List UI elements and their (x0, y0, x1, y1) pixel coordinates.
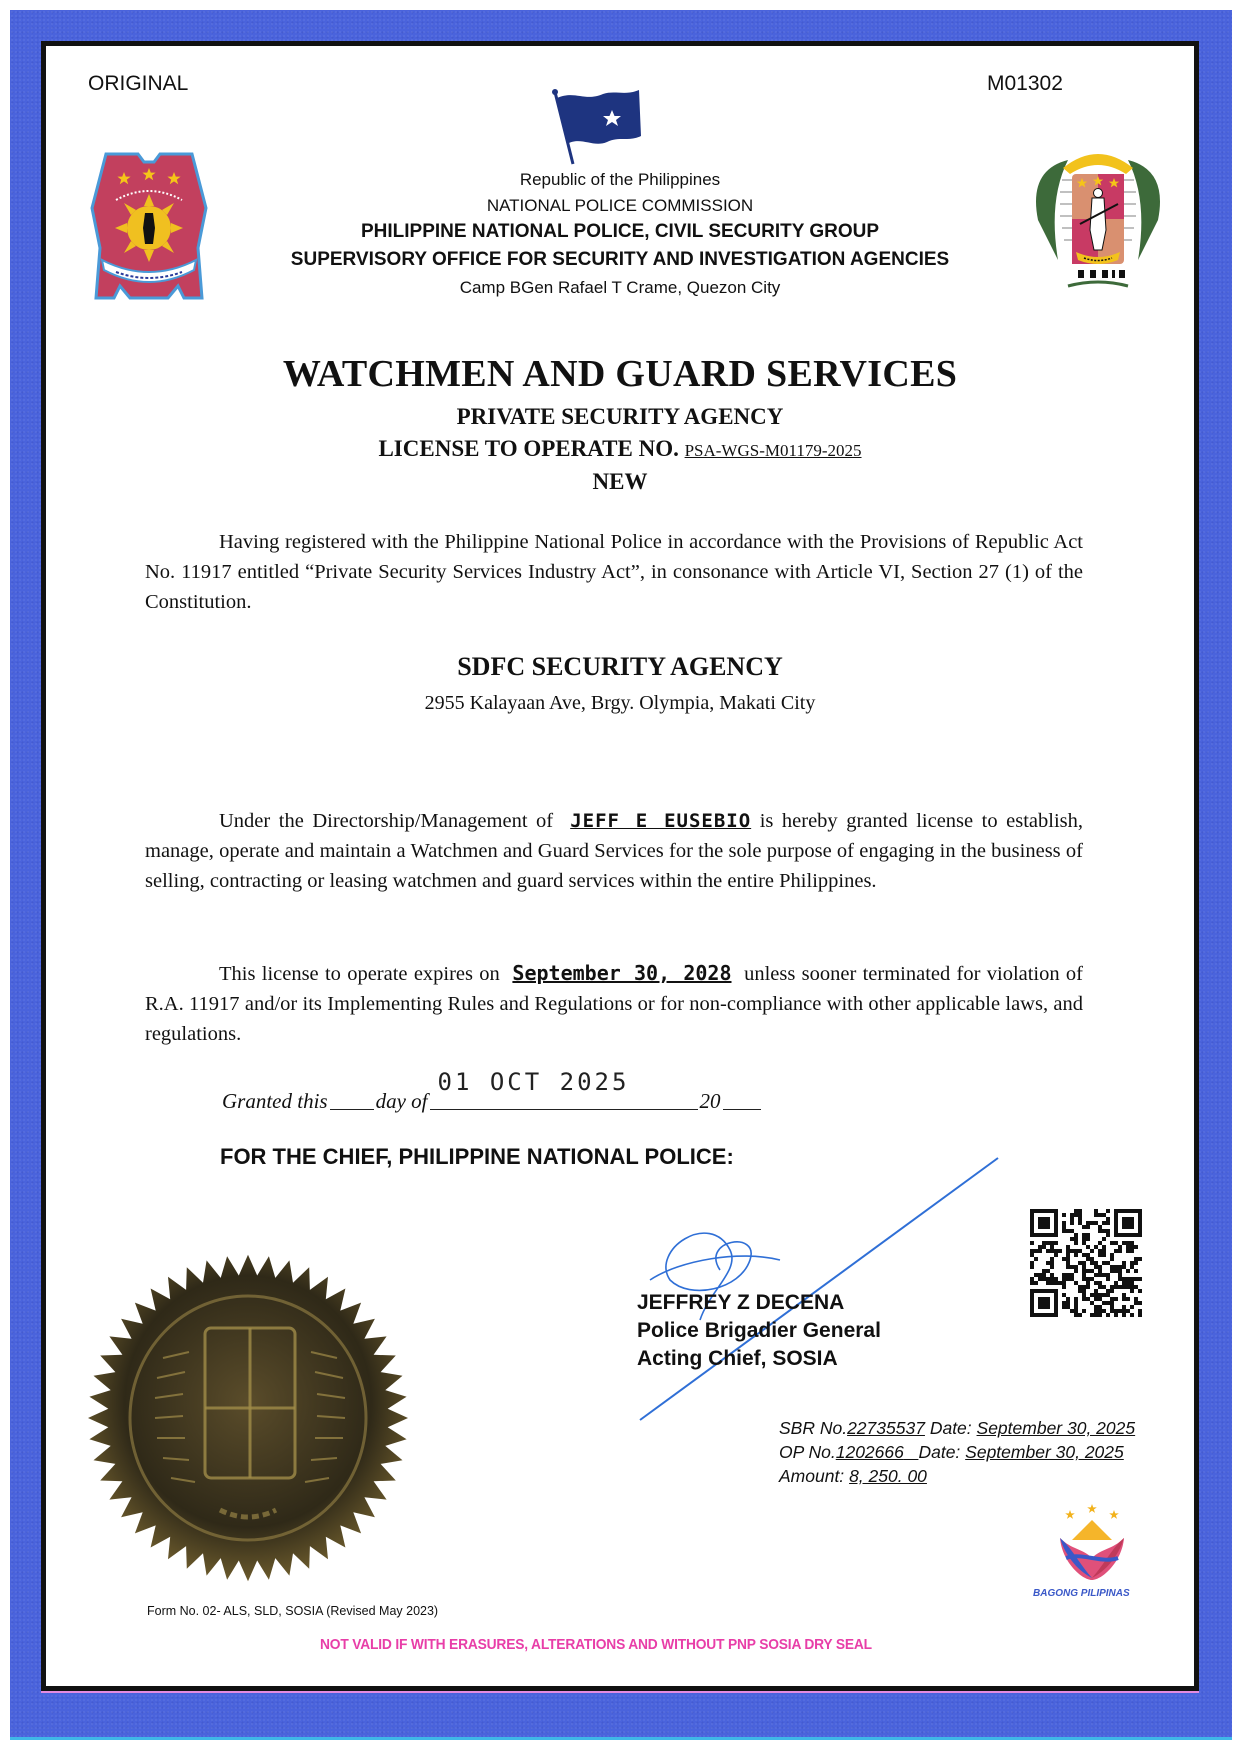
amount-line (779, 1466, 927, 1487)
expiry-suffix: unless sooner terminated for violation of R.A. 11917 and/or its Implementing Rules and Regulations or for non-compliance with other applicable laws, and regulations. (145, 963, 1083, 1045)
op-number: 1202666 (835, 1442, 904, 1462)
signature-scribble (630, 1150, 1000, 1430)
sosia-dry-seal (85, 1248, 415, 1588)
header-republic: Republic of the Philippines (519, 170, 721, 189)
header-address: Camp BGen Rafael T Crame, Quezon City (459, 278, 781, 297)
signer-rank: Police Brigadier General (637, 1319, 881, 1342)
for-chief-label: FOR THE CHIEF, PHILIPPINE NATIONAL POLICE: (220, 1144, 734, 1169)
pnp-logo (86, 148, 212, 306)
control-number: M01302 (987, 72, 1063, 95)
expiry-prefix: This license to operate expires on (219, 963, 500, 985)
sbr-date: September 30, 2025 (976, 1418, 1136, 1438)
intro-text: Having registered with the Philippine National Police in accordance with the Provisions of Republic Act No. 11917 entitled “Private Security Services Industry Act”, in consonance with Article VI, Section 27 (1) of the Constitution. (145, 531, 1083, 613)
license-number-label: LICENSE TO OPERATE NO. (378, 436, 679, 461)
signer-position: Acting Chief, SOSIA (637, 1347, 838, 1370)
sbr-label: SBR No. (779, 1418, 848, 1438)
bagong-pilipinas-logo (1052, 1502, 1132, 1582)
day-blank (330, 1089, 374, 1110)
op-date: September 30, 2025 (965, 1442, 1124, 1462)
granted-this-label: Granted this (222, 1089, 328, 1113)
day-of-label: day of (375, 1089, 428, 1113)
license-subtitle: PRIVATE SECURITY AGENCY (456, 404, 784, 429)
intro-paragraph (145, 527, 1083, 617)
year-prefix: 20 (699, 1089, 721, 1113)
validity-warning: NOT VALID IF WITH ERASURES, ALTERATIONS AND WITHOUT PNP SOSIA DRY SEAL (320, 1636, 872, 1653)
grant-prefix: Under the Directorship/Management of (219, 810, 554, 832)
expiry-paragraph (145, 958, 1083, 1049)
amount-label: Amount: (779, 1466, 845, 1486)
sbr-date-label: Date: (929, 1418, 972, 1438)
expiry-date: September 30, 2028 (512, 961, 732, 985)
bagong-pilipinas-label: BAGONG PILIPINAS (1033, 1588, 1130, 1599)
grant-paragraph (145, 806, 1083, 896)
header-napolcom: NATIONAL POLICE COMMISSION (486, 196, 754, 215)
op-label: OP No. (779, 1442, 836, 1462)
copy-label: ORIGINAL (88, 72, 189, 95)
agency-address: 2955 Kalayaan Ave, Brgy. Olympia, Makati City (424, 692, 816, 714)
director-name: JEFF E EUSEBIO (570, 810, 752, 832)
signer-name: JEFFREY Z DECENA (637, 1291, 845, 1314)
form-number: Form No. 02- ALS, SLD, SOSIA (Revised May 2023) (147, 1604, 439, 1618)
header-sosia: SUPERVISORY OFFICE FOR SECURITY AND INVESTIGATION AGENCIES (290, 249, 950, 270)
qr-code (1030, 1209, 1142, 1317)
license-title: WATCHMEN AND GUARD SERVICES (282, 353, 958, 395)
grant-suffix: is hereby granted license to establish, manage, operate and maintain a Watchmen and Guard Services for the sole purpose of engaging in the business of selling, contracting or leasing watchmen and guard services within the entire Philippines. (145, 810, 1083, 892)
header-pnp-csg: PHILIPPINE NATIONAL POLICE, CIVIL SECURITY GROUP (361, 221, 879, 242)
license-status: NEW (592, 469, 648, 494)
sbr-number: 22735537 (847, 1418, 925, 1438)
year-blank (723, 1089, 761, 1110)
sbr-line (779, 1418, 1135, 1439)
license-number: PSA-WGS-M01179-2025 (684, 441, 862, 460)
date-stamp: 01 OCT 2025 (437, 1068, 630, 1096)
op-date-label: Date: (918, 1442, 961, 1462)
op-line (779, 1442, 1124, 1463)
agency-name: SDFC SECURITY AGENCY (457, 652, 783, 681)
license-number-line (120, 436, 1120, 462)
granted-line (222, 1070, 763, 1114)
month-blank (430, 1069, 698, 1110)
flag-icon (545, 86, 645, 166)
amount-value: 8, 250. 00 (849, 1466, 927, 1486)
sosia-logo (1018, 140, 1178, 290)
